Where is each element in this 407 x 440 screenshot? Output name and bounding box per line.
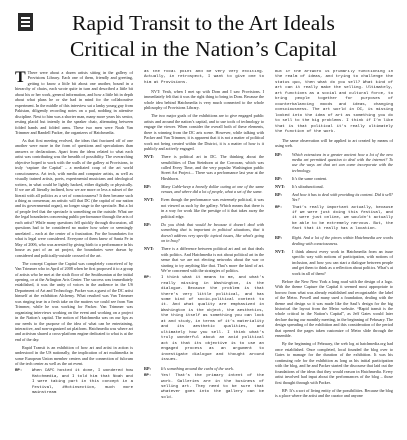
speaker-text: It’s ultrafunctional. (292, 183, 324, 189)
speaker-text: When CAPC hosted it done, I wondered how Hatchmedia, and I told him that Noah and I were taking part in this concept in a Festival, #Hotinsection, much more mainstream (32, 369, 133, 396)
body-paragraph: The two major goals of the exhibitions are to give engaged public artists and around the nation’s capital, and to use tools of technology to engage the viewer. When consider the overall both of these elements, there is winning from the DC arts scene. However, while talking with Packer and Van Trimmer, it is apparent that it is not a matter of political work not being created within the District, it is a matter of how is it publicly and actively engaged. (144, 113, 264, 152)
interview-exchange (144, 222, 264, 244)
speaker-label: NVT: (144, 197, 154, 203)
speaker-text: That’s really important actually, because if we were just doing this festival, and it were just online, we wouldn’t actually be able to be extremely nervous. But, the fact that it really has a location. (292, 205, 393, 232)
interview-exchange (275, 192, 393, 203)
interview-exchange (275, 152, 393, 174)
continued-quote: as the focal point and be very very exciting. Actually, in retrospect, I want to give one to him at Provisions. (144, 70, 264, 85)
speaker-text: Right. And a lot of the pieces within Hatchmedia are works dealing with consciousness. (292, 235, 393, 246)
speaker-text: Many Cable-keep a heavily dollar outing at one of the same venues, and where did a lot of people, what a set of the same. (161, 183, 264, 195)
speaker-text: Even though the performance was extremely political, it was not viewed as such by the gallery. Which means that there is in a way for work like the prestige of it that takes away the political edge. (161, 197, 264, 219)
body-paragraph: RP: It’s a sort of living entity of the possibilities. Because the blog is a place where the artist and the curator and anyone (275, 387, 393, 398)
interview-exchange (144, 184, 264, 195)
body-paragraph: Before the New New York a long road with the design of a logo. With the theme Capture the Capital it seemed most appropriate to borrow from what was already established and recognizable: the label of the Metro. Powell and many used a foundation, dealing with the theme and design so it was made like the Saul’s design for the big historical the layout from the Metro website. “Rapid transit is the whole critical in the Nation’s Capital”, as Jeff Gates would later declare during our monthly meeting, in the beginning of February. The design spreading of the exhibition and this consideration of the period that opened the pages taken customize of Metro slide through the ensemble. (275, 278, 393, 339)
interview-exchange (275, 249, 393, 276)
speaker-text: Yes! That’s the primary intent of the work. Galleries are in the business of selling art. They need to be sure that whatever goes into the gallery can be sold. (161, 374, 264, 400)
interview-exchange (144, 374, 264, 401)
speaker-label: RP: (275, 235, 282, 241)
lead-paragraph-text: There were about a dozen artists sitting in the gallery of Provisions Library. Each one of them, friendly and greeting, getting to know a little bit about one another, bound in a hierarchy of chairs, each wrote quite in turn and described a little bit about his or her work, general information, and how a little bit in depth about what plans he or she had in mind for the collaborative experiment. In the middle of this interview sat a lanky young guy from Pakistan, diligently recording notes on a pad, nodding in attentive discipline. Next to him was a shorter man, many more years his senior, resting placid but intently in the speaker chair, alternating between folded hands and folded arms. These two men were Noah Van Trimmer and Randell Packer, the organizers of Hatchmedia. (15, 70, 133, 135)
speaker-text: There is a difference between political art and art that deals with politics. And Hatchmedia is not about political art in the sense that we are not electing networks about the war or starting to try anything like that. That’s more the kind of art. We’re concerned with the strategies of politics. (161, 246, 264, 274)
body-paragraph: By the beginning of February, the web log at hatchmedia.org had once established. Once completed, local founded the blog over to Gates to manage for the duration of the exhibition. It was his continuing role for the exhibition as long as his initial participation with the blog, and he and Packer started the discourse that laid out the foundations of the ideas that they would reason in Hatchmedia. Every artist involved had input about the performances of the blog – those first thought through with Packer. (275, 341, 393, 385)
interview-exchange (144, 197, 264, 219)
interview-exchange (275, 184, 393, 189)
interview-exchange (144, 154, 264, 181)
speaker-text: Which extensions in a greater ancient how a lot of the new media art permitted question to deal with the internet? To use the ways art that art can come incorporate with the technology. (292, 151, 393, 173)
speaker-text: I think what it means to me, and what’s really missing in Washington, is the dialogue. Because the problem is that there’s very little political, and has some kind of socio-political context to it. And what quality are emphasized in Washington is the object, the aesthetics, the thing itself as something you can look at and study, in terms of it’s materiality and its aesthetic qualities, and ultimately how you sell. I think what’s truly wonderful about an avid political act is that its objective is to use an engaged process as an argument to investigate dialogue and thought around issues. (161, 276, 264, 362)
speaker-text: It’s something around the curbs of the work. (161, 366, 234, 371)
text-column-1 (15, 70, 133, 430)
body-paragraph: The concept Capture the Capital was completely conceived of by Van Trimmer who in April of 2008 when he first proposed it to a group of artists who he met at the sixth floor of the Smithsonian at the initial opening, or at the Arlington Arts Center. The success was immediately established, it was the unity of voices in the audience in the US Department of Art and Technology. Packer was a guest of the DC artist himself at the exhibition Alchemy. What resulted was Van Trimmer was ringing true in a fresh take on the matters we could see from Van Trimmer, while he was working for Packer. Van Trimmer was organizing interviews working on the event and working on a project in the Nation’s capital. The notion of Hatchmedia was on our lips as our needs to the purpose of the idea of what can be entertaining, interactive, and non-organized art platform. Hatchmedia was where art and activism shared a cross-platform engine dedicated to what is at the end of the day. (15, 260, 133, 342)
interview-exchange (275, 206, 393, 233)
body-paragraph: Rapid Transit is an exhibition of how art and artist in action is understood in the US nationally, the implication of art multimedia in some European Union member centers and the connection of fulcrum of the tech center as well as the art event. (15, 344, 133, 367)
article-title-line-1: Rapid Transit to the Art Ideals (72, 11, 335, 35)
speaker-label: RP: (144, 183, 151, 189)
interview-exchange (275, 235, 393, 246)
speaker-label: RP: (275, 175, 282, 181)
interview-exchange (144, 276, 264, 363)
speaker-label: RP: (144, 221, 151, 227)
interview-exchange-list (144, 154, 264, 401)
interview-exchange-list (275, 152, 393, 277)
speaker-label: RP: (275, 205, 283, 210)
speaker-label: RP: (275, 192, 282, 198)
interview-exchange (275, 176, 393, 181)
body-paragraph: As that first meeting evolved, the ideas that fractured off of one another were more in the form of questions and speculations than answers or declarations. Apart from the ideas related to what each artist was contributing was the breadth of possibility. The overarching objective hoped to work with the walls of the gallery at Provisions, to truly ‘capture the Capital’ – a mediated coup of the art world consciousness. Art tech, with media and computer artists, as well as visually trained artists, poets, experimental musicians and ideological writers, in what could be lightly hacked, either digitally or physically. If we are all literally inclined, how we are more or less a subset of the literati with all politics as a set of consciousness? It then became such a thing as consensus; an artistic will that DC (the capital of our nation and its governmental organ), no longer stage to the spectacle. But a lot of people feel that the spectacle is something on the outside. What are the legal boundaries concerning public performance through the arts of each artist? While many questions fell quickly through discussion, all questions had to be considered no matter how sober or seemingly unrelated – each at the center of a frustration. For the boundaries for what is legal were considered. Everyone of them knew of Santa Fe in May of 2006, who was arrested by giving birth to a performance in his house as part of an art project, the boundaries were drawn by considered and politically-outside crossed of the art. (15, 138, 133, 258)
speaker-label: NVT: (144, 246, 154, 252)
body-paragraph: The same observation will be applied to art created by means of using web. (275, 138, 393, 149)
article-title (0, 10, 407, 62)
speaker-text: And how it has to deal with providing its content. Did it sell? Yes? (292, 192, 393, 203)
speaker-label: NVT: (275, 183, 285, 189)
speaker-text: It’s the same content. (292, 175, 328, 181)
text-column-3 (275, 70, 393, 430)
speaker-text: There is political art in DC. The thinking about the sensibilities of Dan Steinhorn at the Corcoran, which was called Every Time, and the very popular Washington public Street Art Project.... There was a performance last year at the Hirshhorn. (161, 154, 264, 181)
speaker-label: NVT: (275, 248, 285, 254)
interview-exchange (15, 369, 133, 396)
lead-paragraph (15, 70, 133, 135)
text-column-2 (144, 70, 264, 430)
continued-quote: But if the artwork is primarily functioning in the realm of ideas, and trying to challenge the status quo, then what do you sell? What kind of art can it really make the selling. Ultimately, art functions as a social and cultural force, to bring people together for purposes of counterbalancing moods and ideas, changing consciousness. The art world in DC, is missing looked into the idea of art as something you do to sell to the big problems. I think if I’m like that is that political it’s really ultimately the function of the work. (275, 70, 393, 134)
drop-cap: T (15, 70, 26, 86)
speaker-label: RP: (275, 151, 282, 157)
speaker-label: RP: (144, 276, 152, 281)
speaker-text: Do you think that would be because it doesn’t deal with something that is important in political situations, that it doesn’t address very specific topical issues, like what’s going on in Iraq? (161, 221, 264, 244)
speaker-label: NVT: (144, 154, 154, 160)
interview-exchange (144, 366, 264, 371)
interview-exchange (144, 246, 264, 273)
speaker-label: RP: (144, 374, 152, 379)
article-title-line-2: Critical in the Nation’s Capital (69, 37, 338, 61)
speaker-text: I think almost every work in Hatchmedia from an issue specific way with notions of participation, with notions of inclusion, and how you can start a dialogue between people and get them to think as a reflection about politics. What’s at work in all of them? (292, 248, 393, 276)
body-paragraph: NVT: Yeah, when I met up with Dom and I saw Provisions. I immediately felt that it was the right thing to bring in Dom. Because the whole idea behind Hatchmedia is very much connected to the whole philosophy of Provisions Library. (144, 88, 264, 111)
speaker-label: RP: (15, 369, 23, 374)
speaker-label: RP: (144, 366, 151, 371)
